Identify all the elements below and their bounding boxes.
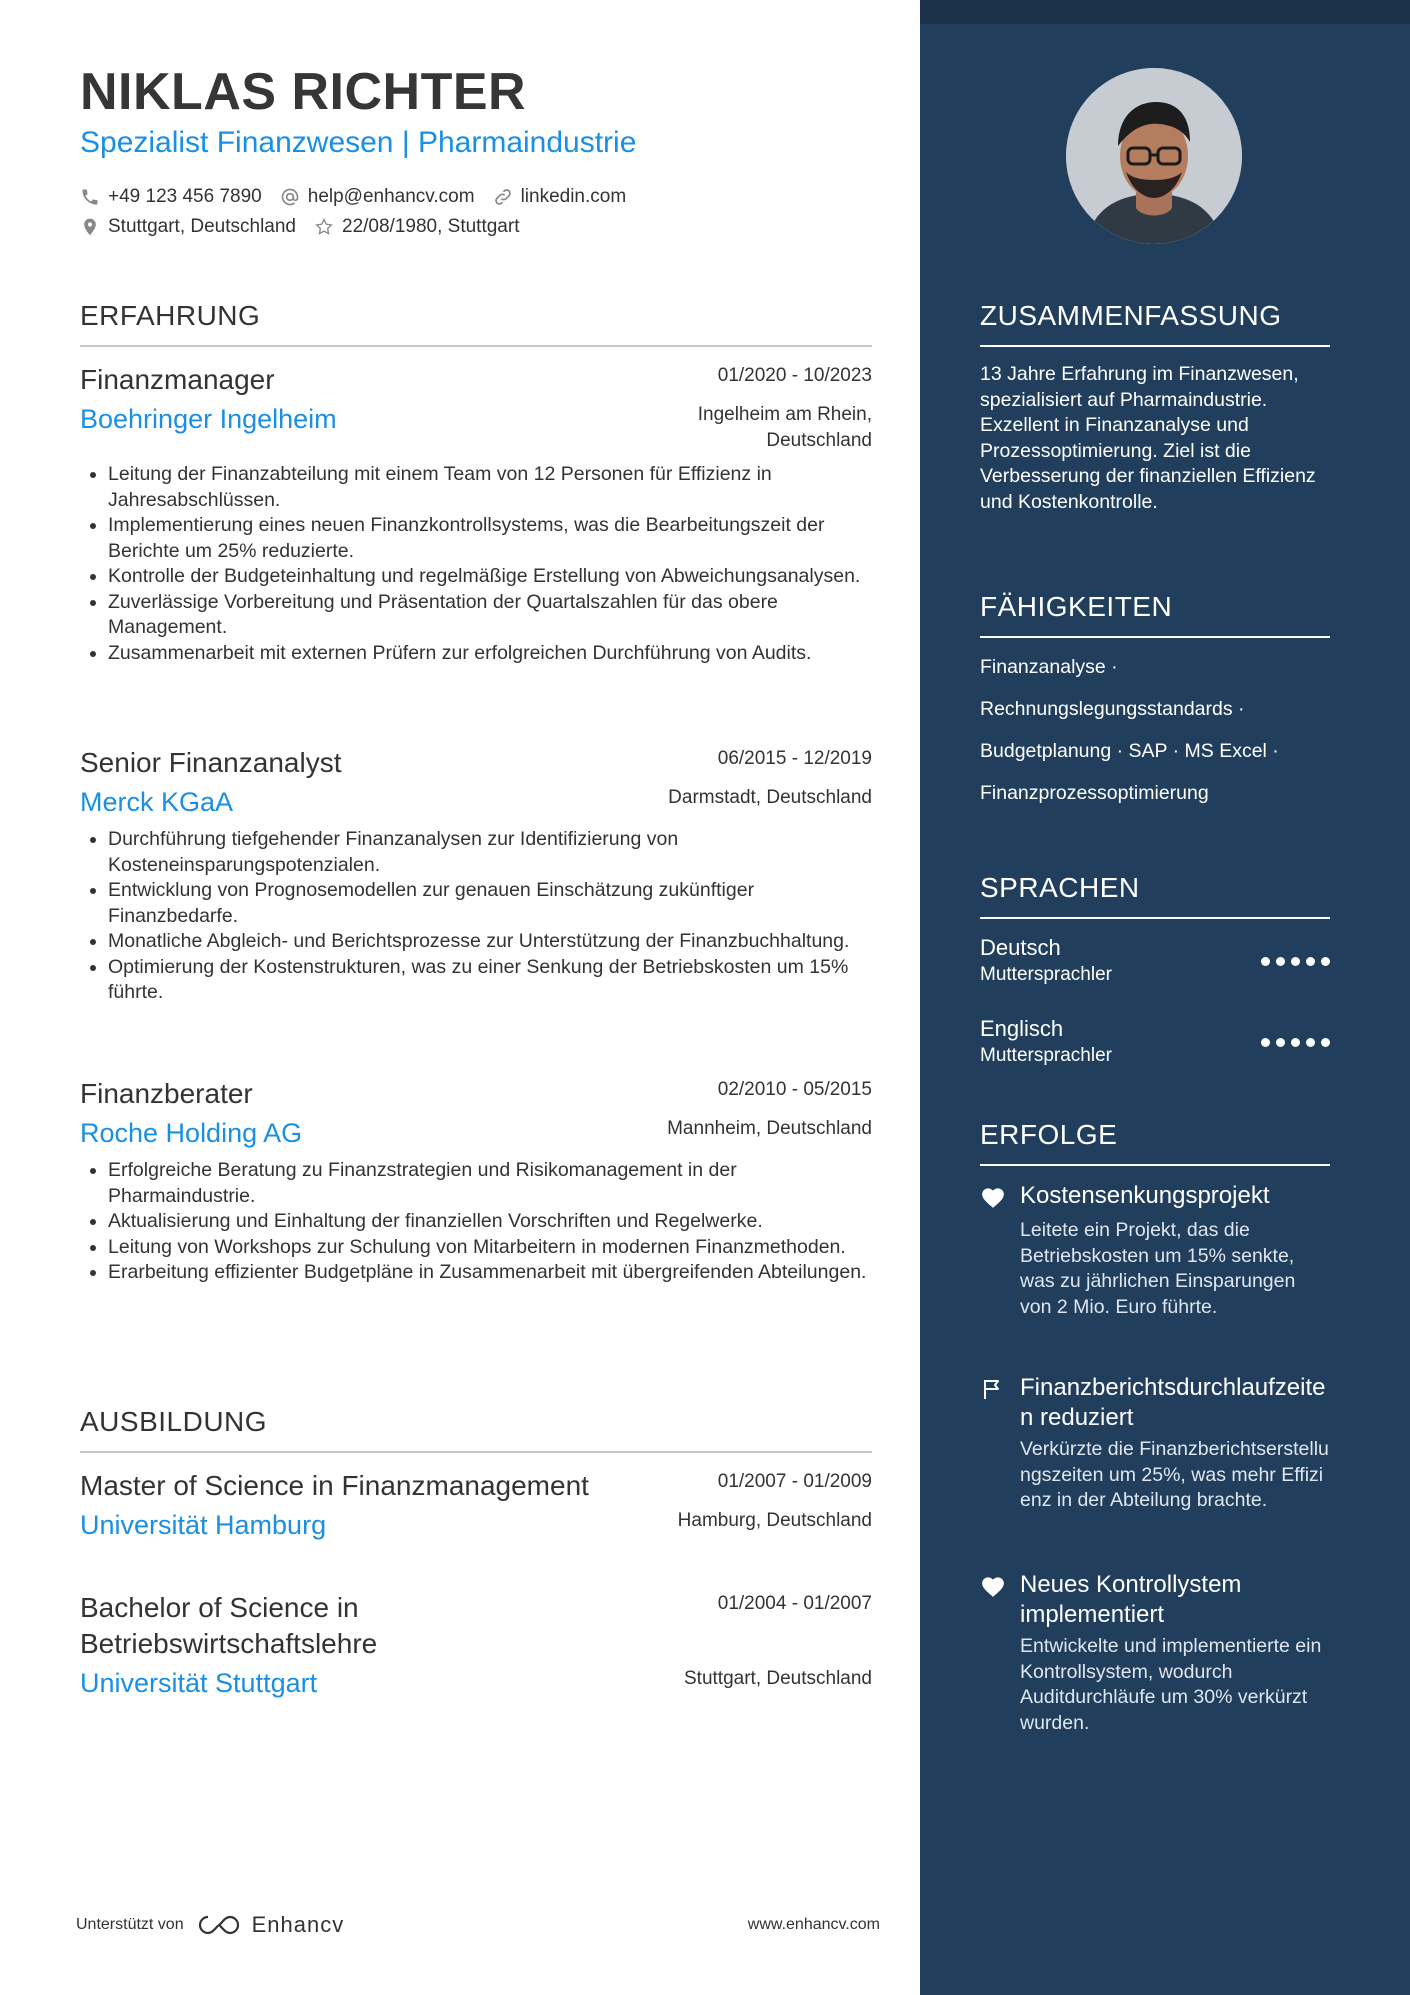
experience-divider	[80, 345, 872, 347]
heart-icon	[980, 1185, 1006, 1209]
phone-text: +49 123 456 7890	[108, 186, 262, 207]
star-icon	[314, 217, 334, 237]
location-pin-icon	[80, 217, 100, 237]
education-entry	[80, 1590, 872, 1700]
list-item: Erfolgreiche Beratung zu Finanzstrategien und Risikomanagement in der Pharmaindustrie.	[80, 1158, 872, 1209]
location-text: Stuttgart, Deutschland	[108, 216, 296, 237]
degree-title: Bachelor of Science in Betriebswirtschaftslehre	[80, 1592, 378, 1659]
at-icon	[280, 187, 300, 207]
list-item: Aktualisierung und Einhaltung der finanziellen Vorschriften und Regelwerke.	[80, 1209, 872, 1235]
languages-divider	[980, 917, 1330, 919]
heart-icon	[980, 1574, 1006, 1598]
languages-title: SPRACHEN	[980, 872, 1140, 903]
job-title: Finanzberater	[80, 1078, 253, 1109]
skill-line: Budgetplanung · SAP · MS Excel ·	[980, 740, 1279, 762]
job-bullets	[80, 1158, 872, 1286]
experience-title: ERFAHRUNG	[80, 300, 261, 331]
education-date: 01/2004 - 01/2007	[717, 1593, 872, 1614]
contact-linkedin[interactable]	[493, 186, 627, 208]
job-entry	[80, 362, 872, 666]
education-entry	[80, 1468, 872, 1542]
education-date: 01/2007 - 01/2009	[717, 1471, 872, 1492]
footer-url[interactable]: www.enhancv.com	[747, 1916, 880, 1933]
list-item: Leitung der Finanzabteilung mit einem Team von 12 Personen für Effizienz in Jahresabschlüssen.	[80, 462, 872, 513]
company-name[interactable]: Roche Holding AG	[80, 1118, 303, 1148]
skills-list	[980, 646, 1330, 814]
language-rating	[1255, 1038, 1330, 1047]
flag-icon	[980, 1377, 1006, 1401]
job-location: Ingelheim am Rhein, Deutschland	[697, 404, 872, 451]
powered-by-text: Unterstützt von	[76, 1916, 184, 1933]
linkedin-text: linkedin.com	[520, 186, 627, 207]
footer	[76, 1912, 880, 1938]
list-item: Monatliche Abgleich- und Berichtsprozesse zur Unterstützung der Finanzbuchhaltung.	[80, 929, 872, 955]
company-name[interactable]: Boehringer Ingelheim	[80, 404, 337, 434]
achievement-title: Finanzberichtsdurchlaufzeiten reduziert	[1020, 1374, 1326, 1431]
language-name: Deutsch	[980, 935, 1061, 960]
achievement-item	[980, 1373, 1330, 1514]
achievement-desc: Verkürzte die Finanzberichtserstellungszeiten um 25%, was mehr Effizienz in der Abteilung brachte.	[1020, 1438, 1329, 1511]
list-item: Leitung von Workshops zur Schulung von Mitarbeitern in modernen Finanzmethoden.	[80, 1235, 872, 1261]
job-date: 01/2020 - 10/2023	[717, 365, 872, 386]
school-name[interactable]: Universität Hamburg	[80, 1510, 327, 1540]
job-location: Mannheim, Deutschland	[667, 1118, 872, 1139]
list-item: Implementierung eines neuen Finanzkontrollsystems, was die Bearbeitungszeit der Berichte um 25% reduzierte.	[80, 513, 872, 564]
achievement-desc: Leitete ein Projekt, das die Betriebskosten um 15% senkte, was zu jährlichen Einsparungen von 2 Mio. Euro führte.	[1020, 1219, 1296, 1318]
list-item: Entwicklung von Prognosemodellen zur genauen Einschätzung zukünftiger Finanzbedarfe.	[80, 878, 872, 929]
achievement-title: Neues Kontrollystem implementiert	[1020, 1571, 1242, 1628]
language-name: Englisch	[980, 1016, 1064, 1041]
school-name[interactable]: Universität Stuttgart	[80, 1668, 318, 1698]
language-rating	[1255, 957, 1330, 966]
contact-email[interactable]	[280, 186, 475, 208]
achievement-title: Kostensenkungsprojekt	[1020, 1182, 1270, 1209]
job-date: 02/2010 - 05/2015	[717, 1079, 872, 1100]
achievement-desc: Entwickelte und implementierte ein Kontrollsystem, wodurch Auditdurchläufe um 30% verkürzt wurden.	[1020, 1635, 1322, 1734]
skill-line: Rechnungslegungsstandards ·	[980, 698, 1245, 720]
achievements-title: ERFOLGE	[980, 1119, 1118, 1150]
contact-info	[80, 182, 644, 242]
list-item: Zusammenarbeit mit externen Prüfern zur erfolgreichen Durchführung von Audits.	[80, 641, 872, 667]
job-entry	[80, 745, 872, 1006]
summary-title: ZUSAMMENFASSUNG	[980, 300, 1282, 331]
skill-line: Finanzprozessoptimierung	[980, 782, 1209, 804]
education-divider	[80, 1451, 872, 1453]
language-level: Muttersprachler	[980, 964, 1112, 985]
avatar	[1066, 68, 1242, 244]
job-entry	[80, 1076, 872, 1286]
achievement-item	[980, 1181, 1330, 1320]
education-title: AUSBILDUNG	[80, 1406, 268, 1437]
list-item: Durchführung tiefgehender Finanzanalysen zur Identifizierung von Kosteneinsparungspotenzialen.	[80, 827, 872, 878]
achievements-divider	[980, 1164, 1330, 1166]
list-item: Optimierung der Kostenstrukturen, was zu einer Senkung der Betriebskosten um 15% führte.	[80, 955, 872, 1006]
phone-icon	[80, 187, 100, 207]
skills-divider	[980, 636, 1330, 638]
candidate-name: NIKLAS RICHTER	[80, 63, 527, 121]
link-icon	[493, 187, 513, 207]
contact-birth	[314, 216, 519, 238]
contact-phone[interactable]	[80, 186, 262, 208]
language-item	[980, 934, 1330, 988]
job-title: Senior Finanzanalyst	[80, 747, 342, 778]
birth-text: 22/08/1980, Stuttgart	[342, 216, 520, 237]
sidebar	[920, 0, 1410, 1995]
list-item: Kontrolle der Budgeteinhaltung und regelmäßige Erstellung von Abweichungsanalysen.	[80, 564, 872, 590]
job-location: Darmstadt, Deutschland	[668, 787, 872, 808]
list-item: Erarbeitung effizienter Budgetpläne in Zusammenarbeit mit übergreifenden Abteilungen.	[80, 1260, 872, 1286]
summary-text: 13 Jahre Erfahrung im Finanzwesen, spezialisiert auf Pharmaindustrie. Exzellent in Finanzanalyse und Prozessoptimierung. Ziel ist die Verbesserung der finanziellen Effizienz und Kostenkontrolle.	[980, 363, 1316, 513]
job-bullets	[80, 462, 872, 666]
achievement-item	[980, 1570, 1330, 1736]
degree-title: Master of Science in Finanzmanagement	[80, 1470, 589, 1501]
list-item: Zuverlässige Vorbereitung und Präsentation der Quartalszahlen für das obere Management.	[80, 590, 872, 641]
language-item	[980, 1015, 1330, 1069]
job-bullets	[80, 827, 872, 1006]
education-location: Stuttgart, Deutschland	[684, 1668, 872, 1689]
sidebar-top-band	[920, 0, 1410, 24]
skill-line: Finanzanalyse ·	[980, 656, 1118, 678]
enhancv-logo-icon	[196, 1913, 242, 1937]
brand-name: Enhancv	[251, 1912, 345, 1937]
email-text: help@enhancv.com	[307, 186, 475, 207]
language-level: Muttersprachler	[980, 1045, 1112, 1066]
contact-location	[80, 216, 296, 238]
skills-title: FÄHIGKEITEN	[980, 591, 1173, 622]
job-title: Finanzmanager	[80, 364, 275, 395]
company-name[interactable]: Merck KGaA	[80, 787, 234, 817]
summary-divider	[980, 345, 1330, 347]
candidate-subtitle: Spezialist Finanzwesen | Pharmaindustrie	[80, 126, 637, 159]
education-location: Hamburg, Deutschland	[677, 1510, 872, 1531]
job-date: 06/2015 - 12/2019	[717, 748, 872, 769]
